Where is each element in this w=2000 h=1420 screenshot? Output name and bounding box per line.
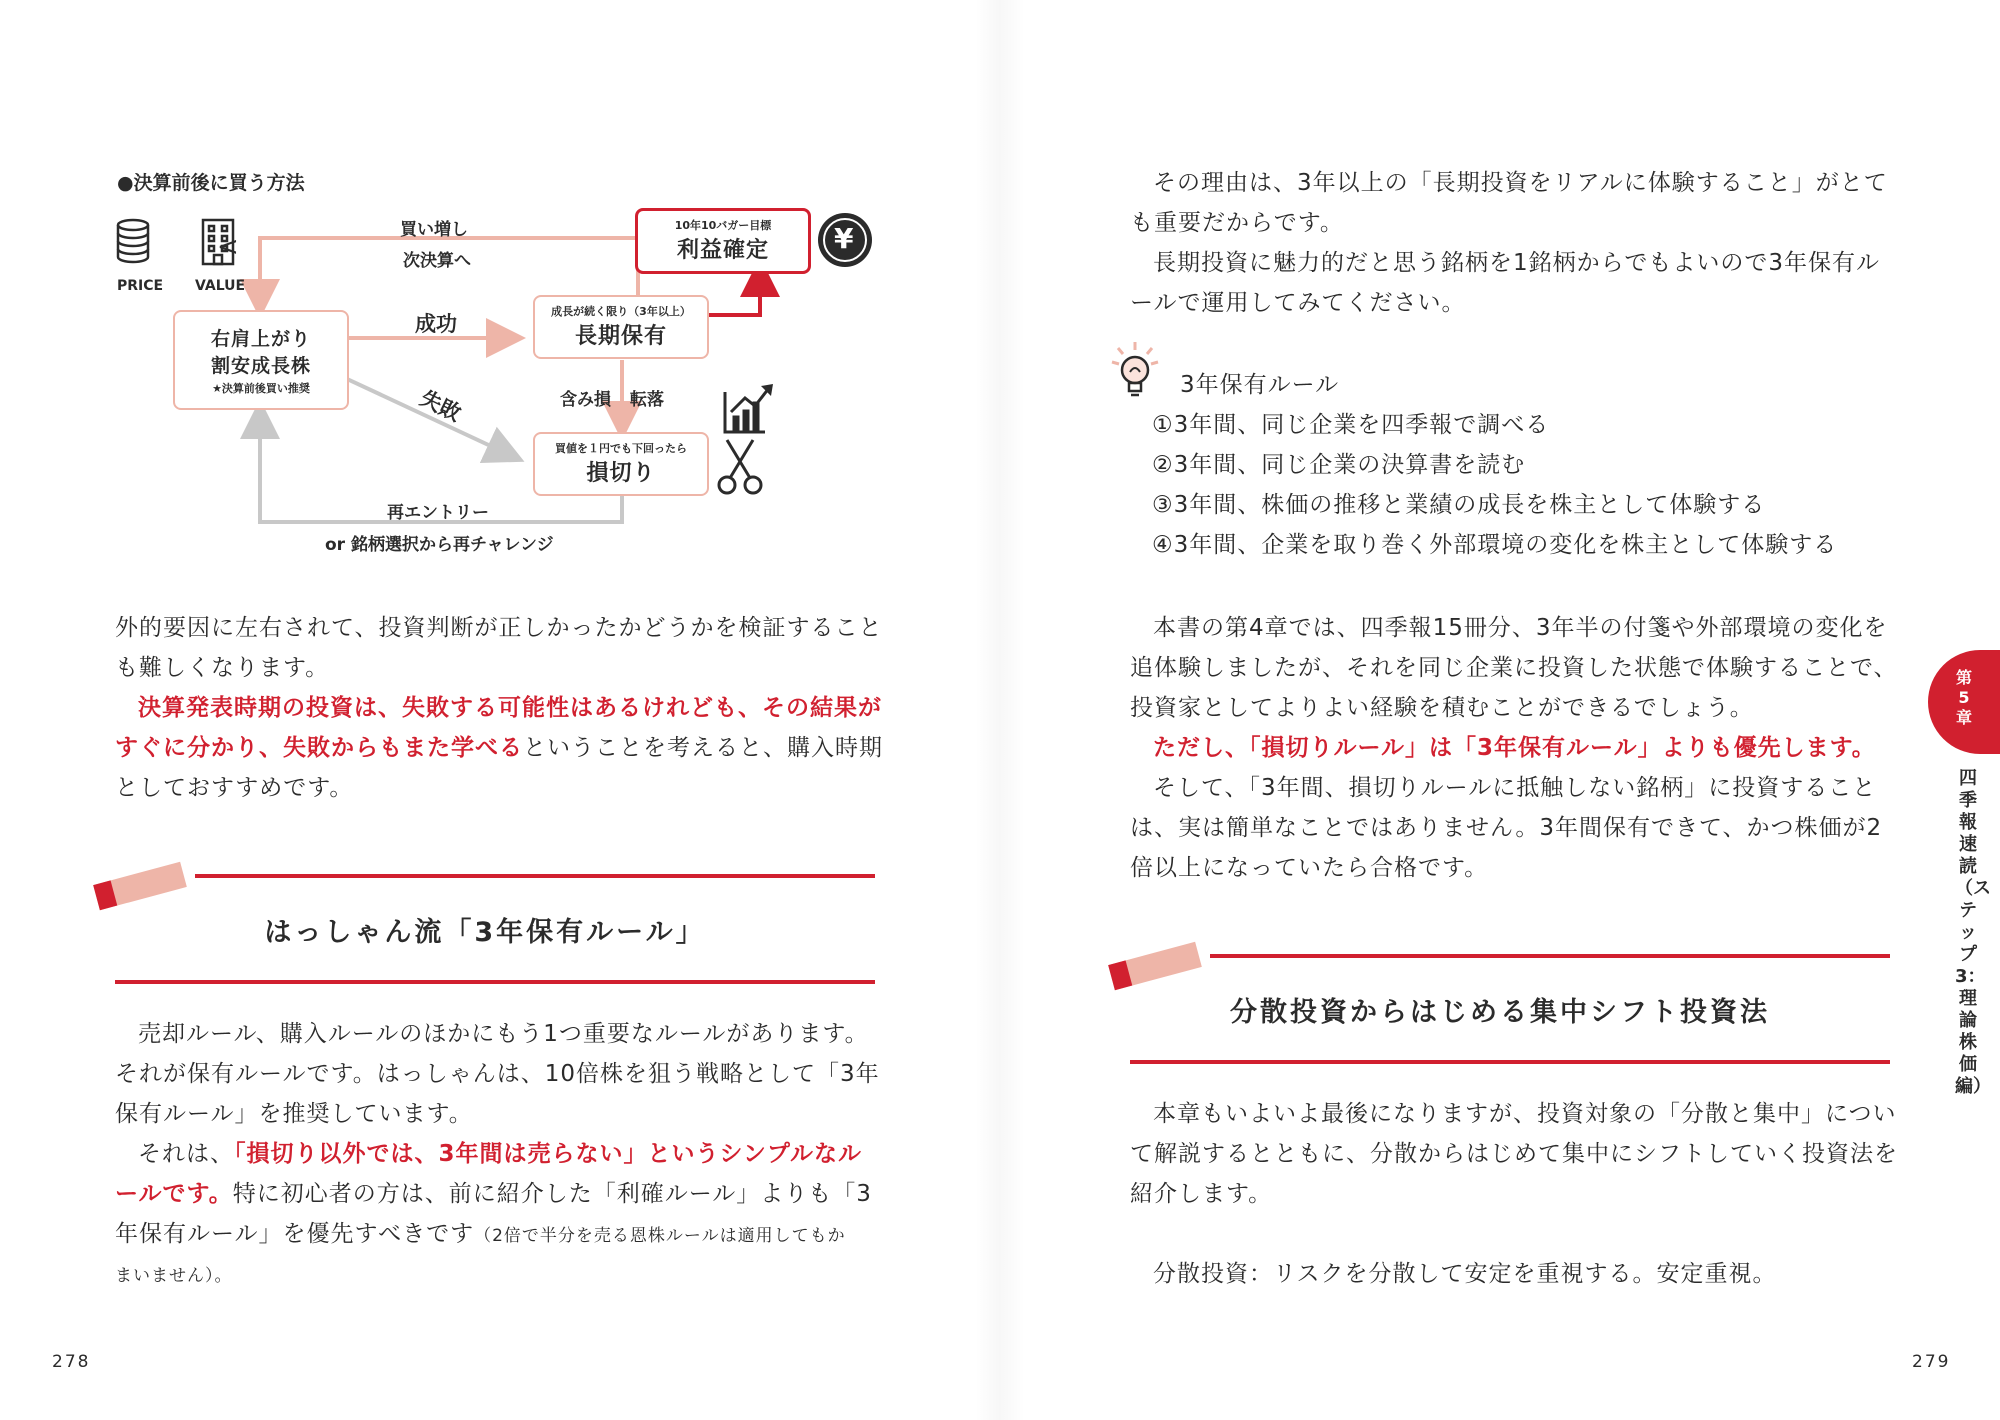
tips-item: ③3年間、株価の推移と業績の成長を株主として体験する [1152, 492, 1766, 518]
hold-box-main: 長期保有 [574, 324, 667, 349]
fall-label: 転落 [630, 390, 664, 410]
tips-list [1152, 405, 1952, 565]
price-label: PRICE [117, 278, 164, 294]
profit-box-sub: 10年10バガー目標 [674, 219, 772, 232]
heading-bottom-line [115, 980, 875, 984]
growth-chart-icon [725, 384, 773, 432]
tape-decoration [1108, 942, 1202, 990]
tape-decoration [93, 862, 187, 910]
diagram-heading: ●決算前後に買う方法 [117, 172, 305, 194]
heading-bottom-line [1130, 1060, 1890, 1064]
tips-item: ②3年間、同じ企業の決算書を読む [1152, 452, 1526, 478]
start-box-line2: 割安成長株 [210, 355, 311, 377]
chapter-tab[interactable]: 第 5 章 [1928, 650, 2000, 754]
left-paragraph-1: 外的要因に左右されて、投資判断が正しかったかどうかを検証すること も難しくなります。 決算発表時期の投資は、失敗する可能性はあるけれども、その結果が すぐに分かり、失敗からもまた学べるということを考えると、購入時期 としておすすめです。 [115, 615, 883, 801]
failure-label: 失敗 [416, 385, 465, 426]
left-paragraph-2: 売却ルール、購入ルールのほかにもう1つ重要なルールがあります。 それが保有ルールです。はっしゃんは、10倍株を狙う戦略として「3年 保有ルール」を推奨しています。 それは、「損切り以外では、3年間は売らない」というシンプルなル ールです。特に初心者の方は、前に紹介した「利確ルール」よりも「3 年保有ルール」を優先すべきです（2倍で半分を売る恩株ルールは適用してもか まいません）。 [115, 1021, 880, 1286]
tips-item: ①3年間、同じ企業を四季報で調べる [1152, 412, 1550, 438]
less-than-sign: < [217, 232, 239, 262]
heading-top-line [1210, 954, 1890, 958]
right-page [1000, 0, 2000, 1420]
unrealized-loss-label: 含み損 [560, 390, 611, 410]
cut-box-sub: 買値を１円でも下回ったら [555, 442, 687, 455]
three-year-rule-tips [1180, 365, 1940, 405]
stop-loss-box [533, 432, 709, 496]
reentry-label: 再エントリー [387, 503, 489, 523]
long-term-hold-box [533, 295, 709, 359]
value-label: VALUE [195, 278, 246, 294]
cut-box-main: 損切り [586, 461, 656, 486]
tips-item: ④3年間、企業を取り巻く外部環境の変化を株主として体験する [1152, 532, 1838, 558]
section-title: 分散投資からはじめる集中シフト投資法 [1230, 997, 1770, 1028]
heading-top-line [195, 874, 875, 878]
buy-around-earnings-diagram [105, 160, 885, 560]
page-number-left: 278 [52, 1352, 91, 1372]
section-heading-diversified-to-concentrated [1110, 935, 1890, 1085]
take-profit-box [635, 208, 811, 274]
success-label: 成功 [415, 312, 457, 336]
next-results-label: 次決算へ [403, 251, 471, 271]
buy-more-label: 買い増し [400, 220, 468, 240]
profit-box-main: 利益確定 [676, 238, 769, 263]
section-heading-3year-rule [95, 855, 875, 1005]
section-title: はっしゃん流「3年保有ルール」 [264, 917, 706, 948]
start-box-note: ★決算前後買い推奨 [212, 382, 310, 395]
start-box-line1: 右肩上がり [210, 328, 311, 350]
chapter-side-title: 四季報速読（ステップ3：理論株価編） [1955, 768, 1991, 1097]
scissors-icon [719, 440, 761, 493]
rechallenge-label: or 銘柄選択から再チャレンジ [325, 535, 554, 555]
yen-symbol: ¥ [834, 222, 854, 255]
tips-title: 3年保有ルール [1180, 372, 1340, 398]
coins-icon [118, 220, 148, 262]
rising-undervalued-growth-stock-box [173, 310, 349, 410]
right-paragraph-1: その理由は、3年以上の「長期投資をリアルに体験すること」がとて も重要だからです。 長期投資に魅力的だと思う銘柄を1銘柄からでもよいので3年保有ル ールで運用してみてください。 [1130, 170, 1888, 316]
right-paragraph-3: 本章もいよいよ最後になりますが、投資対象の「分散と集中」につい て解説するとともに、分散からはじめて集中にシフトしていく投資法を 紹介します。 分散投資：リスクを分散して安定を重視する。安定重視。 [1130, 1101, 1898, 1287]
right-paragraph-2: 本書の第4章では、四季報15冊分、3年半の付箋や外部環境の変化を 追体験しましたが、それを同じ企業に投資した状態で体験することで、 投資家としてよりよい経験を積むことができるでしょう。 ただし、「損切りルール」は「3年保有ルール」よりも優先します。 そして、「3年間、損切りルールに抵触しない銘柄」に投資すること は、実は簡単なことではありません。3年間保有できて、かつ株価が2 倍以上になっていたら合格です。 [1130, 615, 1898, 881]
hold-box-sub: 成長が続く限り（3年以上） [551, 305, 691, 318]
page-number-right: 279 [1912, 1352, 1951, 1372]
